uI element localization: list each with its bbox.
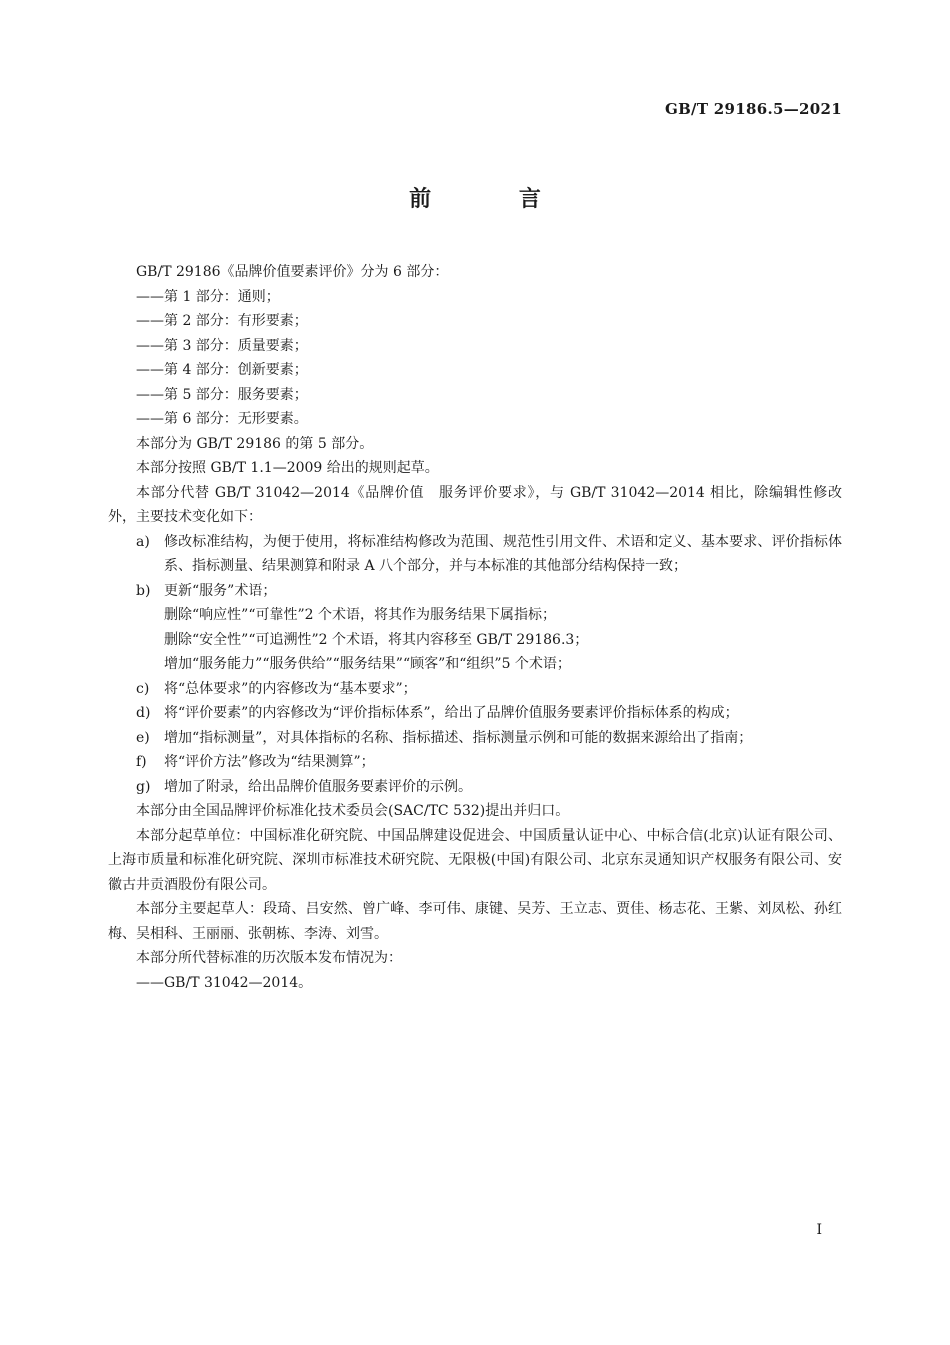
this-part-paragraph: 本部分为 GB/T 29186 的第 5 部分。 — [136, 435, 374, 452]
proposed-by-paragraph: 本部分由全国品牌评价标准化技术委员会(SAC/TC 532)提出并归口。 — [136, 803, 570, 819]
change-item-label: e) — [136, 729, 150, 746]
drafting-units-paragraph: 本部分起草单位：中国标准化研究院、中国品牌建设促进会、中国质量认证中心、中标合信(北京)认证有限公司、上海市质量和标准化研究院、深圳市标准技术研究院、无限极(中国)有限公司、北京东灵通知识产权服务有限公司、安徽古井贡酒股份有限公司。 — [108, 827, 842, 893]
change-subitem: 删除“安全性”“可追溯性”2 个术语，将其内容移至 GB/T 29186.3； — [164, 631, 589, 648]
change-subitem: 删除“响应性”“可靠性”2 个术语，将其作为服务结果下属指标； — [164, 607, 556, 623]
drafting-rules-paragraph: 本部分按照 GB/T 1.1—2009 给出的规则起草。 — [136, 460, 439, 476]
change-item-label: b) — [136, 582, 151, 599]
part-list-item: ——第 6 部分：无形要素。 — [136, 411, 308, 427]
page-number: I — [816, 1222, 822, 1238]
change-item-text: 修改标准结构，为便于使用，将标准结构修改为范围、规范性引用文件、术语和定义、基本要求、评价指标体系、指标测量、结果测算和附录 A 八个部分，并与本标准的其他部分结构保持一致； — [164, 533, 842, 574]
change-subitem: 增加“服务能力”“服务供给”“服务结果”“顾客”和“组织”5 个术语； — [164, 656, 571, 672]
change-item-text: 将“总体要求”的内容修改为“基本要求”； — [164, 680, 417, 697]
change-item-text: 增加“指标测量”，对具体指标的名称、指标描述、指标测量示例和可能的数据来源给出了指南； — [164, 729, 753, 746]
change-item-text: 将“评价要素”的内容修改为“评价指标体系”，给出了品牌价值服务要素评价指标体系的构成； — [164, 705, 739, 721]
change-item-label: f) — [136, 754, 147, 770]
change-item-label: c) — [136, 680, 150, 697]
change-item-text: 将“评价方法”修改为“结果测算”； — [164, 754, 375, 770]
part-list-item: ——第 4 部分：创新要素； — [136, 362, 308, 378]
replaces-paragraph: 本部分代替 GB/T 31042—2014《品牌价值 服务评价要求》，与 GB/T 31042—2014 相比，除编辑性修改外，主要技术变化如下： — [108, 484, 842, 525]
part-list-item: ——第 3 部分：质量要素； — [136, 337, 308, 354]
change-item — [108, 750, 842, 775]
foreword-body — [108, 260, 842, 995]
change-item — [108, 530, 842, 579]
change-item — [108, 579, 842, 604]
change-item-text: 增加了附录，给出品牌价值服务要素评价的示例。 — [164, 778, 472, 795]
change-item — [108, 726, 842, 751]
change-item — [108, 677, 842, 702]
change-item-label: d) — [136, 705, 151, 721]
change-item — [108, 701, 842, 726]
part-list-item: ——第 2 部分：有形要素； — [136, 313, 308, 329]
part-list-item: ——第 5 部分：服务要素； — [136, 386, 308, 403]
standard-code: GB/T 29186.5—2021 — [664, 100, 842, 118]
history-intro-paragraph: 本部分所代替标准的历次版本发布情况为： — [136, 950, 402, 966]
intro-paragraph: GB/T 29186《品牌价值要素评价》分为 6 部分： — [136, 264, 449, 280]
drafters-paragraph: 本部分主要起草人：段琦、吕安然、曾广峰、李可伟、康键、吴芳、王立志、贾佳、杨志花、王紫、刘凤松、孙红梅、吴相科、王丽丽、张朝栋、李涛、刘雪。 — [108, 901, 842, 942]
change-item-text: 更新“服务”术语； — [164, 582, 277, 599]
page-title: 前 言 — [409, 186, 581, 212]
history-list-item: ——GB/T 31042—2014。 — [136, 974, 313, 991]
part-list-item: ——第 1 部分：通则； — [136, 288, 280, 305]
change-item — [108, 775, 842, 800]
change-item-label: a) — [136, 533, 150, 550]
change-item-label: g) — [136, 778, 151, 795]
